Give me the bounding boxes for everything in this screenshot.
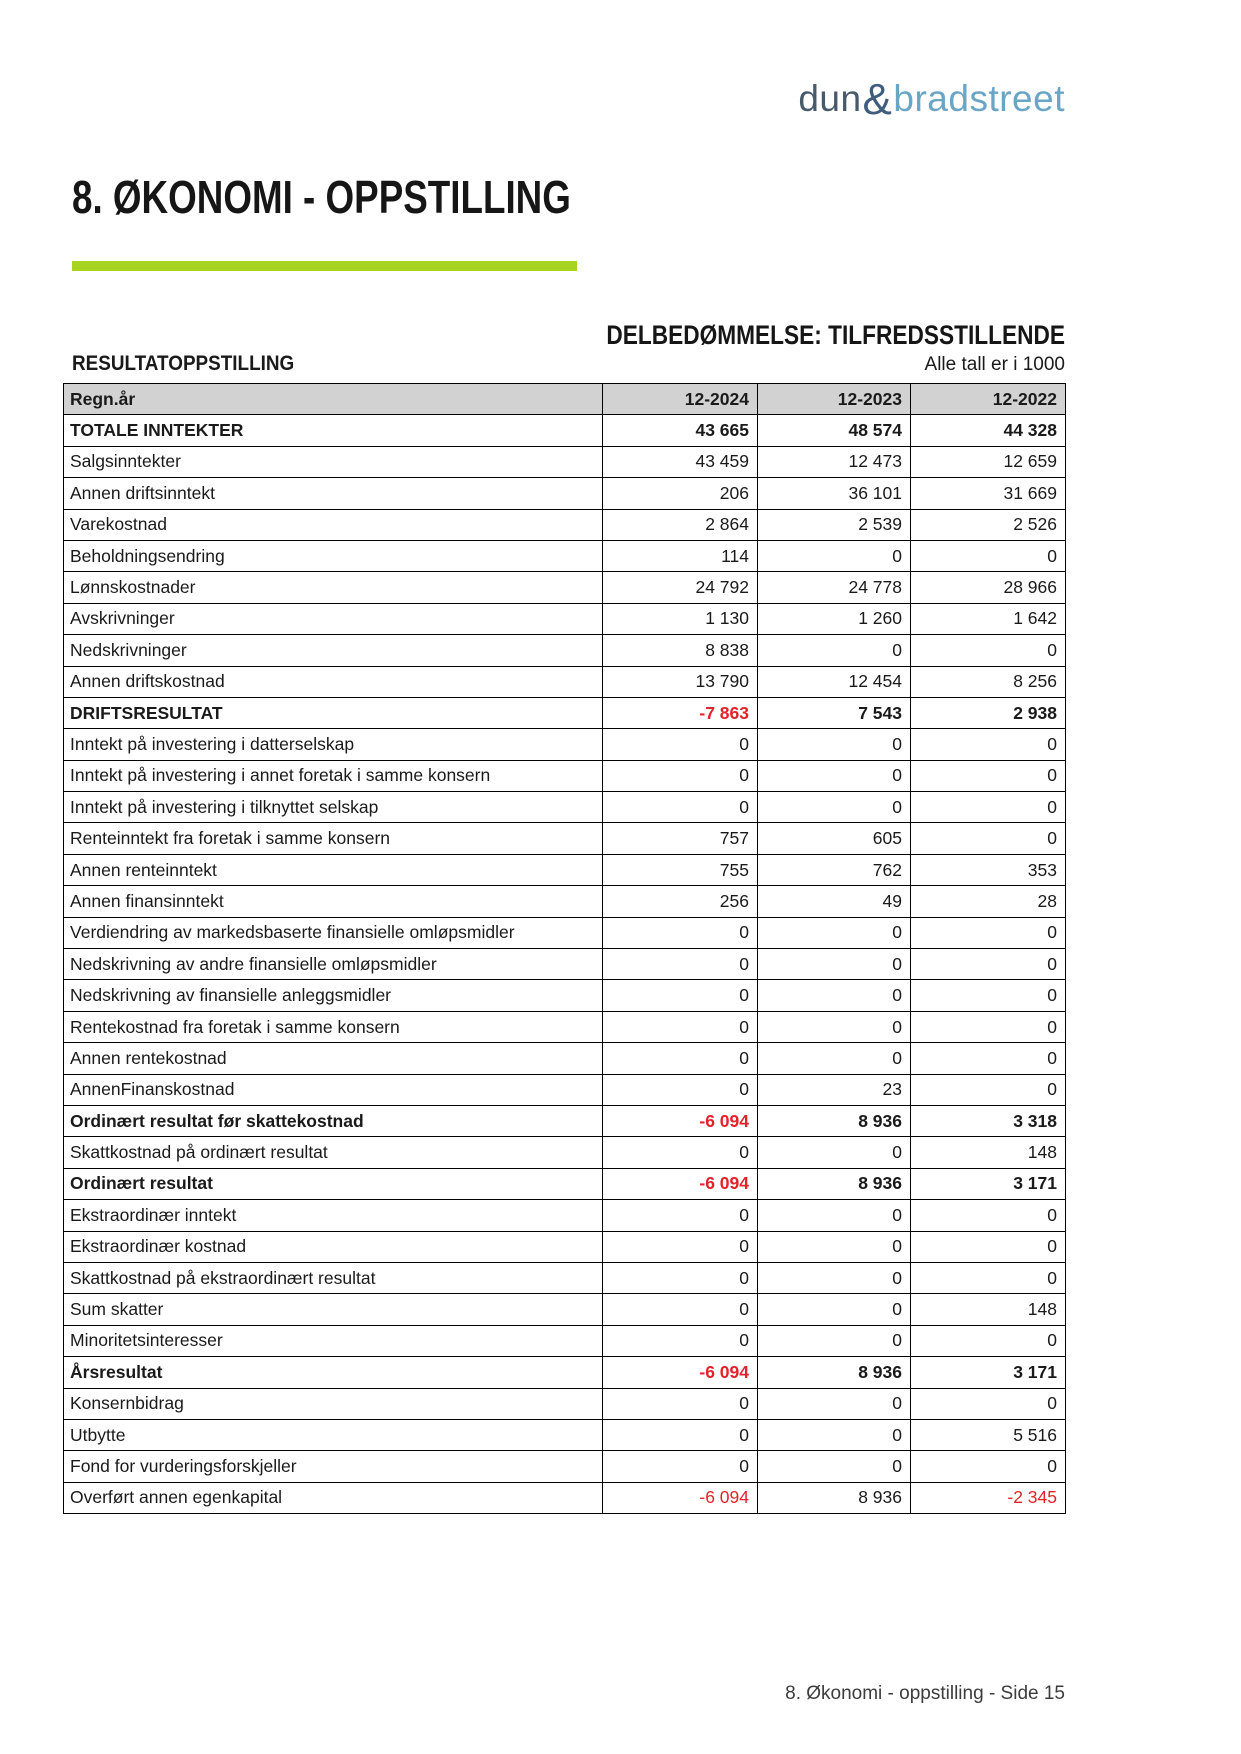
row-value: 8 936 <box>758 1168 911 1199</box>
column-header-regnaar: Regn.år <box>64 384 603 415</box>
row-value: 0 <box>911 1074 1066 1105</box>
row-value: 2 526 <box>911 509 1066 540</box>
row-value: 0 <box>911 980 1066 1011</box>
assessment-text: DELBEDØMMELSE: TILFREDSSTILLENDE <box>606 320 1065 350</box>
row-value: 0 <box>603 1200 758 1231</box>
table-row <box>64 1168 1066 1199</box>
row-label: DRIFTSRESULTAT <box>64 697 603 728</box>
row-label: Annen driftskostnad <box>64 666 603 697</box>
row-value: 44 328 <box>911 415 1066 446</box>
row-label: Avskrivninger <box>64 603 603 634</box>
row-value: 0 <box>911 540 1066 571</box>
row-value: 148 <box>911 1137 1066 1168</box>
row-value: 755 <box>603 854 758 885</box>
row-value: 8 256 <box>911 666 1066 697</box>
row-value: 0 <box>603 1451 758 1482</box>
row-value: 0 <box>603 1388 758 1419</box>
row-label: Nedskrivning av finansielle anleggsmidler <box>64 980 603 1011</box>
row-value: 0 <box>911 1043 1066 1074</box>
row-value: 1 642 <box>911 603 1066 634</box>
row-label: Konsernbidrag <box>64 1388 603 1419</box>
result-table-body <box>64 415 1066 1514</box>
row-value: 12 659 <box>911 446 1066 477</box>
row-value: 3 318 <box>911 1105 1066 1136</box>
row-label: Nedskrivning av andre finansielle omløpsmidler <box>64 949 603 980</box>
row-value: 0 <box>911 1231 1066 1262</box>
table-row <box>64 1231 1066 1262</box>
row-label: Inntekt på investering i tilknyttet selskap <box>64 792 603 823</box>
row-label: Annen rentekostnad <box>64 1043 603 1074</box>
row-value: 1 130 <box>603 603 758 634</box>
row-label: Nedskrivninger <box>64 635 603 666</box>
row-value: 0 <box>758 1011 911 1042</box>
row-value: 0 <box>758 1262 911 1293</box>
row-label: Rentekostnad fra foretak i samme konsern <box>64 1011 603 1042</box>
row-value: 28 966 <box>911 572 1066 603</box>
row-label: Lønnskostnader <box>64 572 603 603</box>
row-value: 0 <box>911 635 1066 666</box>
row-value: 0 <box>758 1231 911 1262</box>
page-footer: 8. Økonomi - oppstilling - Side 15 <box>785 1683 1065 1704</box>
table-row <box>64 917 1066 948</box>
row-value: 0 <box>603 917 758 948</box>
row-value: 0 <box>758 1388 911 1419</box>
row-label: TOTALE INNTEKTER <box>64 415 603 446</box>
row-value: 0 <box>911 1200 1066 1231</box>
table-row <box>64 697 1066 728</box>
row-value: 0 <box>911 823 1066 854</box>
row-value: 0 <box>603 1294 758 1325</box>
row-value: 0 <box>758 729 911 760</box>
row-value: 0 <box>911 1011 1066 1042</box>
table-row <box>64 823 1066 854</box>
table-row <box>64 603 1066 634</box>
row-value: -6 094 <box>603 1105 758 1136</box>
row-value: 0 <box>603 980 758 1011</box>
row-label: Renteinntekt fra foretak i samme konsern <box>64 823 603 854</box>
row-value: 48 574 <box>758 415 911 446</box>
table-row <box>64 635 1066 666</box>
table-row <box>64 1137 1066 1168</box>
row-label: Salgsinntekter <box>64 446 603 477</box>
row-value: 5 516 <box>911 1419 1066 1450</box>
row-value: 0 <box>911 917 1066 948</box>
row-value: 762 <box>758 854 911 885</box>
row-value: 0 <box>758 1325 911 1356</box>
row-value: 0 <box>758 1200 911 1231</box>
table-row <box>64 446 1066 477</box>
row-value: 0 <box>911 1325 1066 1356</box>
row-value: 0 <box>603 729 758 760</box>
row-value: 43 459 <box>603 446 758 477</box>
row-label: Annen renteinntekt <box>64 854 603 885</box>
row-value: 8 936 <box>758 1482 911 1513</box>
row-value: -7 863 <box>603 697 758 728</box>
row-value: 2 938 <box>911 697 1066 728</box>
row-value: 0 <box>758 1419 911 1450</box>
row-value: 0 <box>911 729 1066 760</box>
row-value: 23 <box>758 1074 911 1105</box>
row-value: 49 <box>758 886 911 917</box>
row-value: 0 <box>758 1137 911 1168</box>
table-row <box>64 666 1066 697</box>
row-value: 12 473 <box>758 446 911 477</box>
table-row <box>64 1482 1066 1513</box>
table-row <box>64 949 1066 980</box>
row-label: AnnenFinanskostnad <box>64 1074 603 1105</box>
row-label: Varekostnad <box>64 509 603 540</box>
row-label: Minoritetsinteresser <box>64 1325 603 1356</box>
table-row <box>64 854 1066 885</box>
table-caption-row <box>72 352 1065 376</box>
row-value: 353 <box>911 854 1066 885</box>
table-row <box>64 1388 1066 1419</box>
row-label: Inntekt på investering i datterselskap <box>64 729 603 760</box>
row-value: 0 <box>603 949 758 980</box>
row-value: 0 <box>603 1074 758 1105</box>
row-value: -6 094 <box>603 1482 758 1513</box>
row-value: 256 <box>603 886 758 917</box>
row-value: 0 <box>911 1451 1066 1482</box>
row-value: 0 <box>758 1451 911 1482</box>
row-label: Sum skatter <box>64 1294 603 1325</box>
row-value: 24 792 <box>603 572 758 603</box>
row-label: Inntekt på investering i annet foretak i samme konsern <box>64 760 603 791</box>
row-value: 8 838 <box>603 635 758 666</box>
row-value: 605 <box>758 823 911 854</box>
row-value: 0 <box>758 980 911 1011</box>
row-value: 7 543 <box>758 697 911 728</box>
row-label: Skattkostnad på ekstraordinært resultat <box>64 1262 603 1293</box>
table-row <box>64 1011 1066 1042</box>
column-header-2022: 12-2022 <box>911 384 1066 415</box>
row-label: Beholdningsendring <box>64 540 603 571</box>
row-value: 757 <box>603 823 758 854</box>
table-row <box>64 980 1066 1011</box>
row-value: 0 <box>758 917 911 948</box>
column-header-2023: 12-2023 <box>758 384 911 415</box>
row-value: 8 936 <box>758 1357 911 1388</box>
table-row <box>64 886 1066 917</box>
table-row <box>64 572 1066 603</box>
table-row <box>64 1043 1066 1074</box>
table-row <box>64 1105 1066 1136</box>
row-value: 206 <box>603 478 758 509</box>
row-label: Overført annen egenkapital <box>64 1482 603 1513</box>
table-row <box>64 1074 1066 1105</box>
row-label: Fond for vurderingsforskjeller <box>64 1451 603 1482</box>
table-row <box>64 1325 1066 1356</box>
table-row <box>64 509 1066 540</box>
table-row <box>64 478 1066 509</box>
row-value: 43 665 <box>603 415 758 446</box>
row-value: 0 <box>758 635 911 666</box>
row-value: 0 <box>758 949 911 980</box>
table-row <box>64 1200 1066 1231</box>
row-value: 1 260 <box>758 603 911 634</box>
row-value: 0 <box>603 1419 758 1450</box>
row-value: 28 <box>911 886 1066 917</box>
table-row <box>64 729 1066 760</box>
row-value: 3 171 <box>911 1168 1066 1199</box>
row-label: Annen driftsinntekt <box>64 478 603 509</box>
title-accent-bar <box>72 261 577 271</box>
row-value: 0 <box>911 1262 1066 1293</box>
table-title: RESULTATOPPSTILLING <box>72 352 295 375</box>
row-value: 148 <box>911 1294 1066 1325</box>
row-value: 114 <box>603 540 758 571</box>
row-value: 0 <box>911 949 1066 980</box>
table-row <box>64 760 1066 791</box>
row-label: Ordinært resultat før skattekostnad <box>64 1105 603 1136</box>
row-value: 0 <box>758 540 911 571</box>
row-value: 12 454 <box>758 666 911 697</box>
column-header-2024: 12-2024 <box>603 384 758 415</box>
row-value: 13 790 <box>603 666 758 697</box>
row-label: Annen finansinntekt <box>64 886 603 917</box>
row-value: 31 669 <box>911 478 1066 509</box>
logo-text-bradstreet: bradstreet <box>893 78 1065 119</box>
table-row <box>64 1451 1066 1482</box>
row-value: -6 094 <box>603 1168 758 1199</box>
table-row <box>64 1294 1066 1325</box>
table-row <box>64 540 1066 571</box>
table-row <box>64 1419 1066 1450</box>
table-row <box>64 1357 1066 1388</box>
table-row <box>64 415 1066 446</box>
row-value: 0 <box>603 760 758 791</box>
row-label: Årsresultat <box>64 1357 603 1388</box>
row-value: 0 <box>911 760 1066 791</box>
ampersand-icon: & <box>862 75 893 124</box>
dun-bradstreet-logo <box>798 72 1065 122</box>
row-value: 0 <box>758 1043 911 1074</box>
row-value: 0 <box>911 1388 1066 1419</box>
row-value: 3 171 <box>911 1357 1066 1388</box>
units-note: Alle tall er i 1000 <box>924 354 1065 375</box>
row-label: Verdiendring av markedsbaserte finansielle omløpsmidler <box>64 917 603 948</box>
income-statement-table-wrap <box>63 383 1066 1514</box>
table-row <box>64 1262 1066 1293</box>
row-value: 0 <box>603 1325 758 1356</box>
row-label: Skattkostnad på ordinært resultat <box>64 1137 603 1168</box>
income-statement-table <box>63 383 1066 1514</box>
row-value: 36 101 <box>758 478 911 509</box>
row-value: 0 <box>758 792 911 823</box>
row-label: Ekstraordinær inntekt <box>64 1200 603 1231</box>
table-header-row <box>64 384 1066 415</box>
row-value: 0 <box>603 1262 758 1293</box>
row-value: 0 <box>603 1231 758 1262</box>
row-value: -2 345 <box>911 1482 1066 1513</box>
row-value: -6 094 <box>603 1357 758 1388</box>
logo-text-dun: dun <box>798 78 862 119</box>
row-value: 0 <box>758 1294 911 1325</box>
row-value: 2 539 <box>758 509 911 540</box>
row-label: Utbytte <box>64 1419 603 1450</box>
row-value: 0 <box>758 760 911 791</box>
row-value: 0 <box>603 792 758 823</box>
row-value: 0 <box>911 792 1066 823</box>
row-value: 2 864 <box>603 509 758 540</box>
table-row <box>64 792 1066 823</box>
row-value: 0 <box>603 1137 758 1168</box>
row-value: 0 <box>603 1043 758 1074</box>
row-label: Ordinært resultat <box>64 1168 603 1199</box>
row-value: 0 <box>603 1011 758 1042</box>
row-value: 8 936 <box>758 1105 911 1136</box>
page-title: 8. ØKONOMI - OPPSTILLING <box>72 171 571 223</box>
row-label: Ekstraordinær kostnad <box>64 1231 603 1262</box>
row-value: 24 778 <box>758 572 911 603</box>
